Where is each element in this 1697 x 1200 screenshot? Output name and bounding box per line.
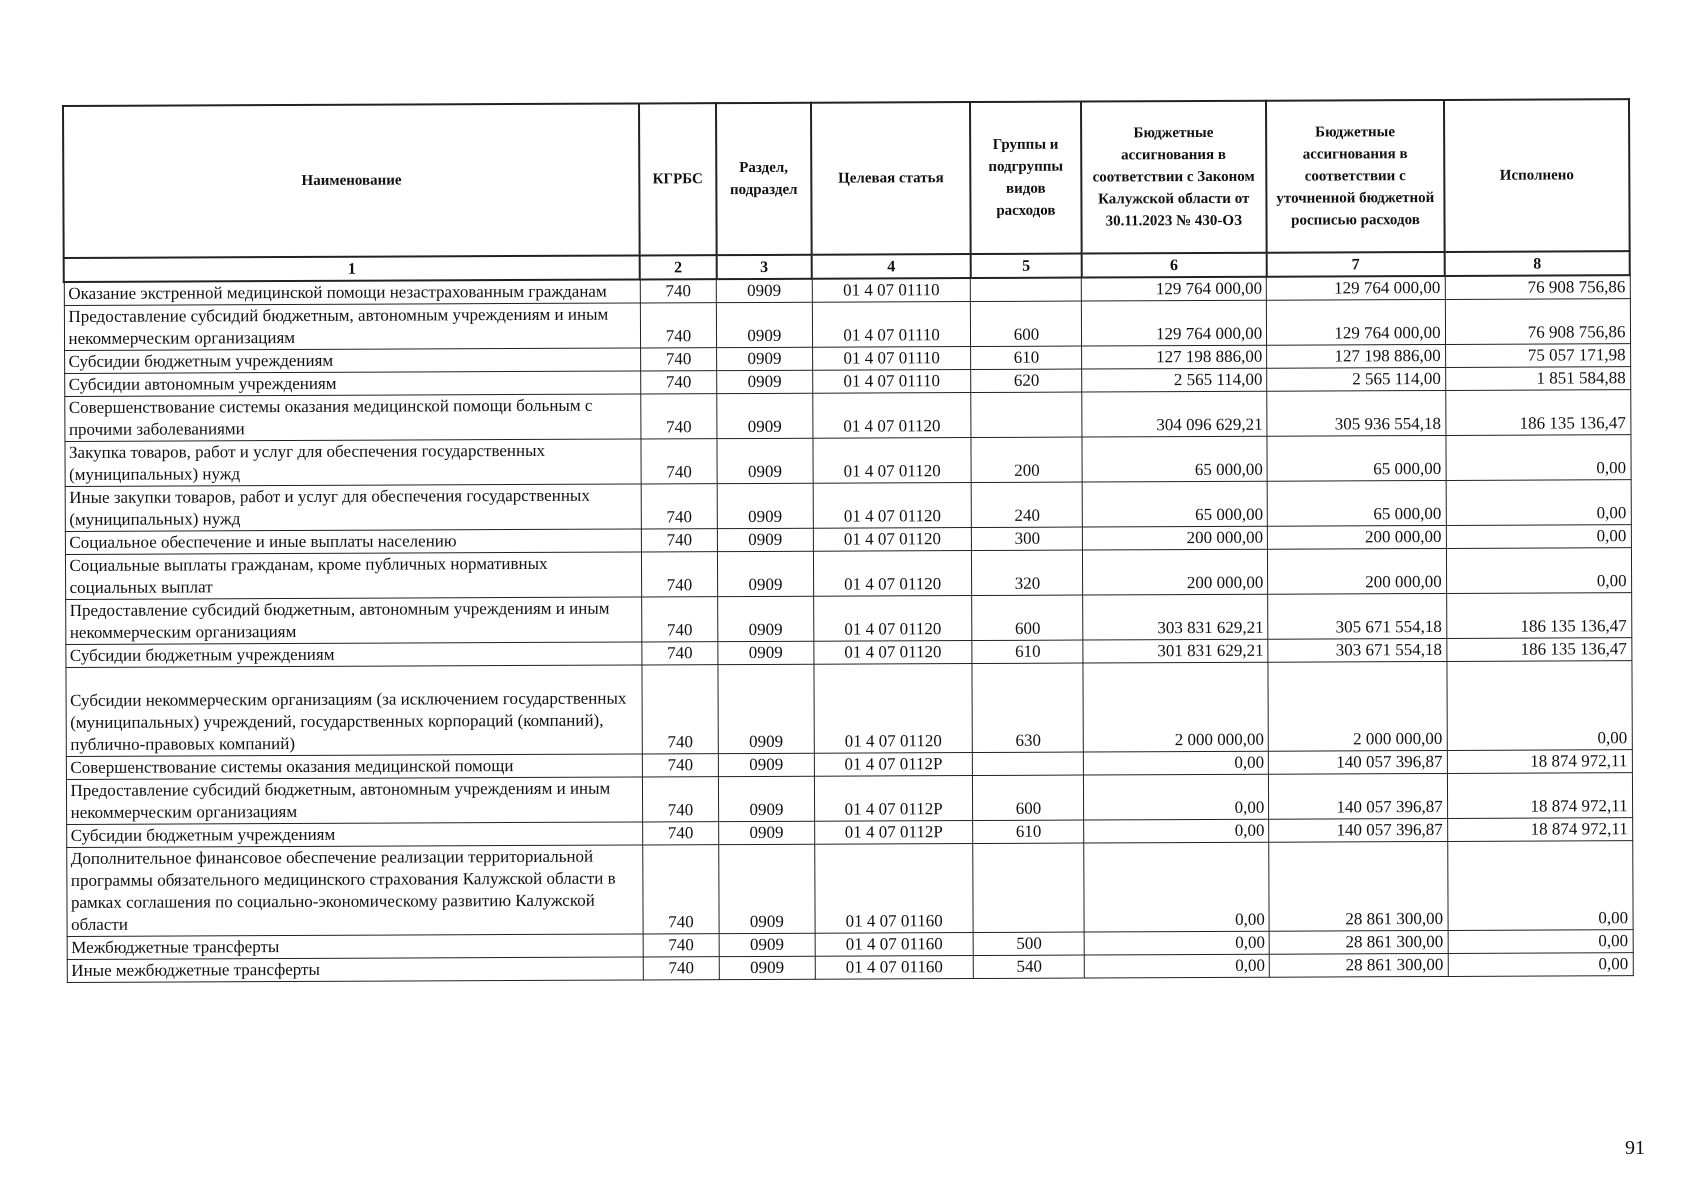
- cell-law-amount: 303 831 629,21: [1083, 594, 1268, 640]
- cell-target-article: 01 4 07 01120: [812, 393, 971, 439]
- cell-expense-type: 600: [971, 301, 1082, 346]
- cell-target-article: 01 4 07 01110: [812, 302, 971, 348]
- cell-law-amount: 0,00: [1084, 931, 1269, 955]
- table-row: [64, 299, 1630, 351]
- cell-razdel: 0909: [717, 483, 813, 528]
- cell-expense-type: 240: [972, 482, 1083, 527]
- cell-expense-type: [971, 392, 1082, 437]
- cell-schedule-amount: 2 565 114,00: [1267, 367, 1445, 391]
- cell-executed-amount: 0,00: [1448, 953, 1633, 977]
- cell-target-article: 01 4 07 01160: [814, 844, 973, 934]
- header-cel: Целевая статья: [811, 102, 970, 255]
- table-row: [66, 841, 1632, 937]
- cell-target-article: 01 4 07 01160: [815, 933, 974, 957]
- cell-name: Субсидии бюджетным учреждениям: [66, 822, 642, 848]
- cell-schedule-amount: 129 764 000,00: [1267, 299, 1446, 345]
- cell-law-amount: 0,00: [1084, 774, 1269, 820]
- cell-executed-amount: 0,00: [1446, 548, 1631, 594]
- cell-schedule-amount: 127 198 886,00: [1267, 344, 1445, 368]
- cell-target-article: 01 4 07 01120: [813, 596, 972, 642]
- cell-target-article: 01 4 07 01120: [813, 528, 972, 552]
- cell-target-article: 01 4 07 01110: [812, 347, 971, 371]
- cell-kgrbs: 740: [641, 529, 717, 552]
- cell-law-amount: 0,00: [1084, 751, 1269, 775]
- cell-executed-amount: 0,00: [1447, 661, 1632, 751]
- cell-executed-amount: 186 135 136,47: [1445, 390, 1630, 436]
- cell-schedule-amount: 28 861 300,00: [1269, 953, 1447, 977]
- cell-target-article: 01 4 07 0112Р: [814, 753, 973, 777]
- cell-expense-type: 600: [972, 595, 1083, 640]
- cell-kgrbs: 740: [641, 439, 717, 484]
- cell-kgrbs: 740: [643, 822, 719, 845]
- cell-executed-amount: 18 874 972,11: [1447, 818, 1632, 842]
- cell-name: Социальные выплаты гражданам, кроме публичных нормативных социальных выплат: [65, 552, 642, 600]
- cell-razdel: 0909: [718, 596, 814, 641]
- cell-kgrbs: 740: [642, 754, 718, 777]
- table-row: [64, 390, 1630, 442]
- cell-law-amount: 2 000 000,00: [1083, 662, 1268, 752]
- cell-razdel: 0909: [719, 956, 815, 979]
- cell-razdel: 0909: [716, 279, 812, 303]
- cell-name: Субсидии автономным учреждениям: [64, 371, 640, 397]
- cell-name: Субсидии бюджетным учреждениям: [64, 348, 640, 374]
- cell-target-article: 01 4 07 01110: [812, 278, 971, 302]
- cell-schedule-amount: 129 764 000,00: [1267, 276, 1445, 300]
- cell-kgrbs: 740: [643, 934, 719, 957]
- cell-schedule-amount: 2 000 000,00: [1268, 661, 1447, 751]
- header-kgrbs: КГРБС: [639, 103, 716, 255]
- header-gruppy: Группы и подгруппы видов расходов: [970, 102, 1082, 254]
- cell-expense-type: 320: [972, 550, 1083, 595]
- cell-kgrbs: 740: [643, 845, 720, 934]
- cell-law-amount: 200 000,00: [1083, 526, 1268, 550]
- cell-law-amount: 304 096 629,21: [1082, 391, 1267, 437]
- cell-razdel: 0909: [717, 438, 813, 483]
- cell-expense-type: 200: [971, 437, 1082, 482]
- cell-schedule-amount: 305 936 554,18: [1267, 390, 1446, 436]
- cell-executed-amount: 76 908 756,86: [1445, 275, 1630, 299]
- cell-name: Предоставление субсидий бюджетным, автономным учреждениям и иным некоммерческим организациям: [66, 777, 643, 825]
- cell-name: Социальное обеспечение и иные выплаты населению: [65, 529, 641, 555]
- cell-executed-amount: 0,00: [1446, 525, 1631, 549]
- cell-expense-type: 620: [971, 369, 1082, 392]
- cell-law-amount: 65 000,00: [1083, 481, 1268, 527]
- cell-schedule-amount: 140 057 396,87: [1269, 750, 1447, 774]
- cell-kgrbs: 740: [640, 303, 716, 348]
- cell-name: Совершенствование системы оказания медицинской помощи больным с прочими заболеваниями: [64, 394, 641, 442]
- cell-name: Совершенствование системы оказания медицинской помощи: [66, 754, 642, 780]
- cell-executed-amount: 0,00: [1448, 930, 1633, 954]
- cell-target-article: 01 4 07 0112Р: [814, 776, 973, 822]
- cell-kgrbs: 740: [640, 279, 716, 303]
- cell-name: Иные закупки товаров, работ и услуг для обеспечения государственных (муниципальных) нужд: [65, 484, 642, 532]
- cell-executed-amount: 0,00: [1446, 435, 1631, 481]
- table-row: [65, 661, 1631, 757]
- page-number: 91: [1625, 1137, 1645, 1159]
- cell-razdel: 0909: [718, 776, 814, 821]
- cell-kgrbs: 740: [642, 665, 719, 754]
- cell-executed-amount: 186 135 136,47: [1446, 638, 1631, 662]
- cell-law-amount: 129 764 000,00: [1082, 300, 1267, 346]
- cell-name: Предоставление субсидий бюджетным, автономным учреждениям и иным некоммерческим организациям: [65, 597, 642, 645]
- cell-law-amount: 200 000,00: [1083, 549, 1268, 595]
- header-rospis: Бюджетные ассигнования в соответствии с уточненной бюджетной росписью расходов: [1266, 100, 1445, 253]
- cell-razdel: 0909: [717, 393, 813, 438]
- cell-kgrbs: 740: [642, 597, 718, 642]
- cell-name: Субсидии некоммерческим организациям (за исключением государственных (муниципальных) учреждений, государственных корпораций (компаний), публично-правовых компаний): [65, 665, 642, 757]
- cell-expense-type: 630: [972, 663, 1083, 752]
- cell-schedule-amount: 305 671 554,18: [1268, 593, 1447, 639]
- cell-executed-amount: 186 135 136,47: [1446, 593, 1631, 639]
- table-row: [65, 593, 1631, 645]
- table-row: [65, 548, 1631, 600]
- cell-expense-type: [973, 752, 1084, 775]
- cell-schedule-amount: 200 000,00: [1268, 548, 1447, 594]
- cell-razdel: 0909: [717, 551, 813, 596]
- cell-executed-amount: 0,00: [1447, 841, 1632, 931]
- cell-name: Предоставление субсидий бюджетным, автономным учреждениям и иным некоммерческим организациям: [64, 303, 641, 351]
- table-row: [66, 773, 1632, 825]
- cell-name: Межбюджетные трансферты: [67, 934, 643, 960]
- cell-schedule-amount: 200 000,00: [1268, 525, 1446, 549]
- cell-law-amount: 2 565 114,00: [1082, 368, 1267, 392]
- cell-razdel: 0909: [719, 933, 815, 956]
- column-number: 1: [64, 255, 640, 282]
- cell-kgrbs: 740: [641, 394, 717, 439]
- cell-target-article: 01 4 07 01120: [813, 483, 972, 529]
- cell-executed-amount: 18 874 972,11: [1447, 773, 1632, 819]
- table-row: [65, 480, 1631, 532]
- budget-table: [62, 98, 1634, 983]
- cell-expense-type: 610: [972, 640, 1083, 663]
- table-header: [63, 99, 1630, 282]
- cell-razdel: 0909: [718, 664, 814, 753]
- cell-razdel: 0909: [717, 370, 813, 393]
- cell-law-amount: 127 198 886,00: [1082, 345, 1267, 369]
- cell-expense-type: [973, 843, 1084, 932]
- column-number: 7: [1266, 252, 1444, 277]
- cell-name: Оказание экстренной медицинской помощи незастрахованным гражданам: [64, 279, 640, 305]
- cell-expense-type: [971, 278, 1082, 302]
- cell-kgrbs: 740: [641, 371, 717, 394]
- cell-schedule-amount: 65 000,00: [1267, 480, 1446, 526]
- cell-expense-type: 610: [973, 820, 1084, 843]
- cell-target-article: 01 4 07 01120: [814, 664, 973, 754]
- cell-schedule-amount: 65 000,00: [1267, 435, 1446, 481]
- column-number: 8: [1445, 251, 1630, 276]
- cell-law-amount: 129 764 000,00: [1082, 277, 1267, 301]
- header-zakon: Бюджетные ассигнования в соответствии с Законом Калужской области от 30.11.2023 № 430-ОЗ: [1081, 101, 1267, 254]
- cell-schedule-amount: 140 057 396,87: [1269, 818, 1447, 842]
- cell-kgrbs: 740: [643, 957, 719, 980]
- cell-target-article: 01 4 07 0112Р: [814, 821, 973, 845]
- cell-executed-amount: 0,00: [1446, 480, 1631, 526]
- cell-name: Дополнительное финансовое обеспечение реализации территориальной программы обязательного медицинского страхования Калужской области в рамках соглашения по социально-экономическому развитию Калужской области: [66, 845, 643, 937]
- cell-name: Иные межбюджетные трансферты: [67, 957, 643, 983]
- cell-name: Субсидии бюджетным учреждениям: [65, 642, 641, 668]
- column-number: 3: [716, 255, 812, 279]
- cell-schedule-amount: 140 057 396,87: [1269, 773, 1448, 819]
- cell-law-amount: 0,00: [1085, 954, 1270, 978]
- header-name: Наименование: [63, 103, 640, 258]
- cell-law-amount: 65 000,00: [1082, 436, 1267, 482]
- cell-target-article: 01 4 07 01110: [812, 370, 971, 394]
- cell-kgrbs: 740: [642, 642, 718, 665]
- cell-law-amount: 301 831 629,21: [1083, 639, 1268, 663]
- cell-razdel: 0909: [717, 528, 813, 551]
- cell-kgrbs: 740: [640, 348, 716, 371]
- cell-expense-type: 600: [973, 775, 1084, 820]
- cell-target-article: 01 4 07 01120: [813, 551, 972, 597]
- cell-executed-amount: 18 874 972,11: [1447, 750, 1632, 774]
- cell-executed-amount: 1 851 584,88: [1445, 367, 1630, 391]
- cell-executed-amount: 76 908 756,86: [1445, 299, 1630, 345]
- cell-kgrbs: 740: [642, 777, 718, 822]
- cell-target-article: 01 4 07 01120: [813, 438, 972, 484]
- header-razdel: Раздел, подраздел: [715, 103, 811, 255]
- column-number: 4: [812, 254, 971, 279]
- cell-law-amount: 0,00: [1084, 819, 1269, 843]
- cell-name: Закупка товаров, работ и услуг для обеспечения государственных (муниципальных) нужд: [64, 439, 641, 487]
- cell-target-article: 01 4 07 01160: [815, 956, 974, 980]
- cell-kgrbs: 740: [641, 484, 717, 529]
- header-ispolneno: Исполнено: [1444, 99, 1630, 252]
- cell-razdel: 0909: [719, 821, 815, 844]
- cell-expense-type: 500: [974, 932, 1085, 955]
- cell-law-amount: 0,00: [1084, 842, 1269, 932]
- cell-schedule-amount: 28 861 300,00: [1269, 841, 1448, 931]
- table-body: [64, 275, 1633, 982]
- cell-razdel: 0909: [718, 641, 814, 664]
- table-row: [64, 435, 1630, 487]
- cell-schedule-amount: 28 861 300,00: [1269, 930, 1447, 954]
- column-number: 5: [971, 254, 1082, 278]
- cell-razdel: 0909: [717, 347, 813, 370]
- cell-kgrbs: 740: [641, 552, 717, 597]
- cell-executed-amount: 75 057 171,98: [1445, 344, 1630, 368]
- cell-razdel: 0909: [716, 302, 812, 347]
- cell-expense-type: 610: [971, 346, 1082, 369]
- cell-expense-type: 300: [972, 527, 1083, 550]
- column-number: 2: [640, 255, 716, 279]
- cell-schedule-amount: 303 671 554,18: [1268, 638, 1446, 662]
- cell-razdel: 0909: [719, 844, 815, 933]
- cell-target-article: 01 4 07 01120: [814, 641, 973, 665]
- cell-expense-type: 540: [974, 955, 1085, 978]
- column-number: 6: [1082, 253, 1267, 278]
- cell-razdel: 0909: [718, 753, 814, 776]
